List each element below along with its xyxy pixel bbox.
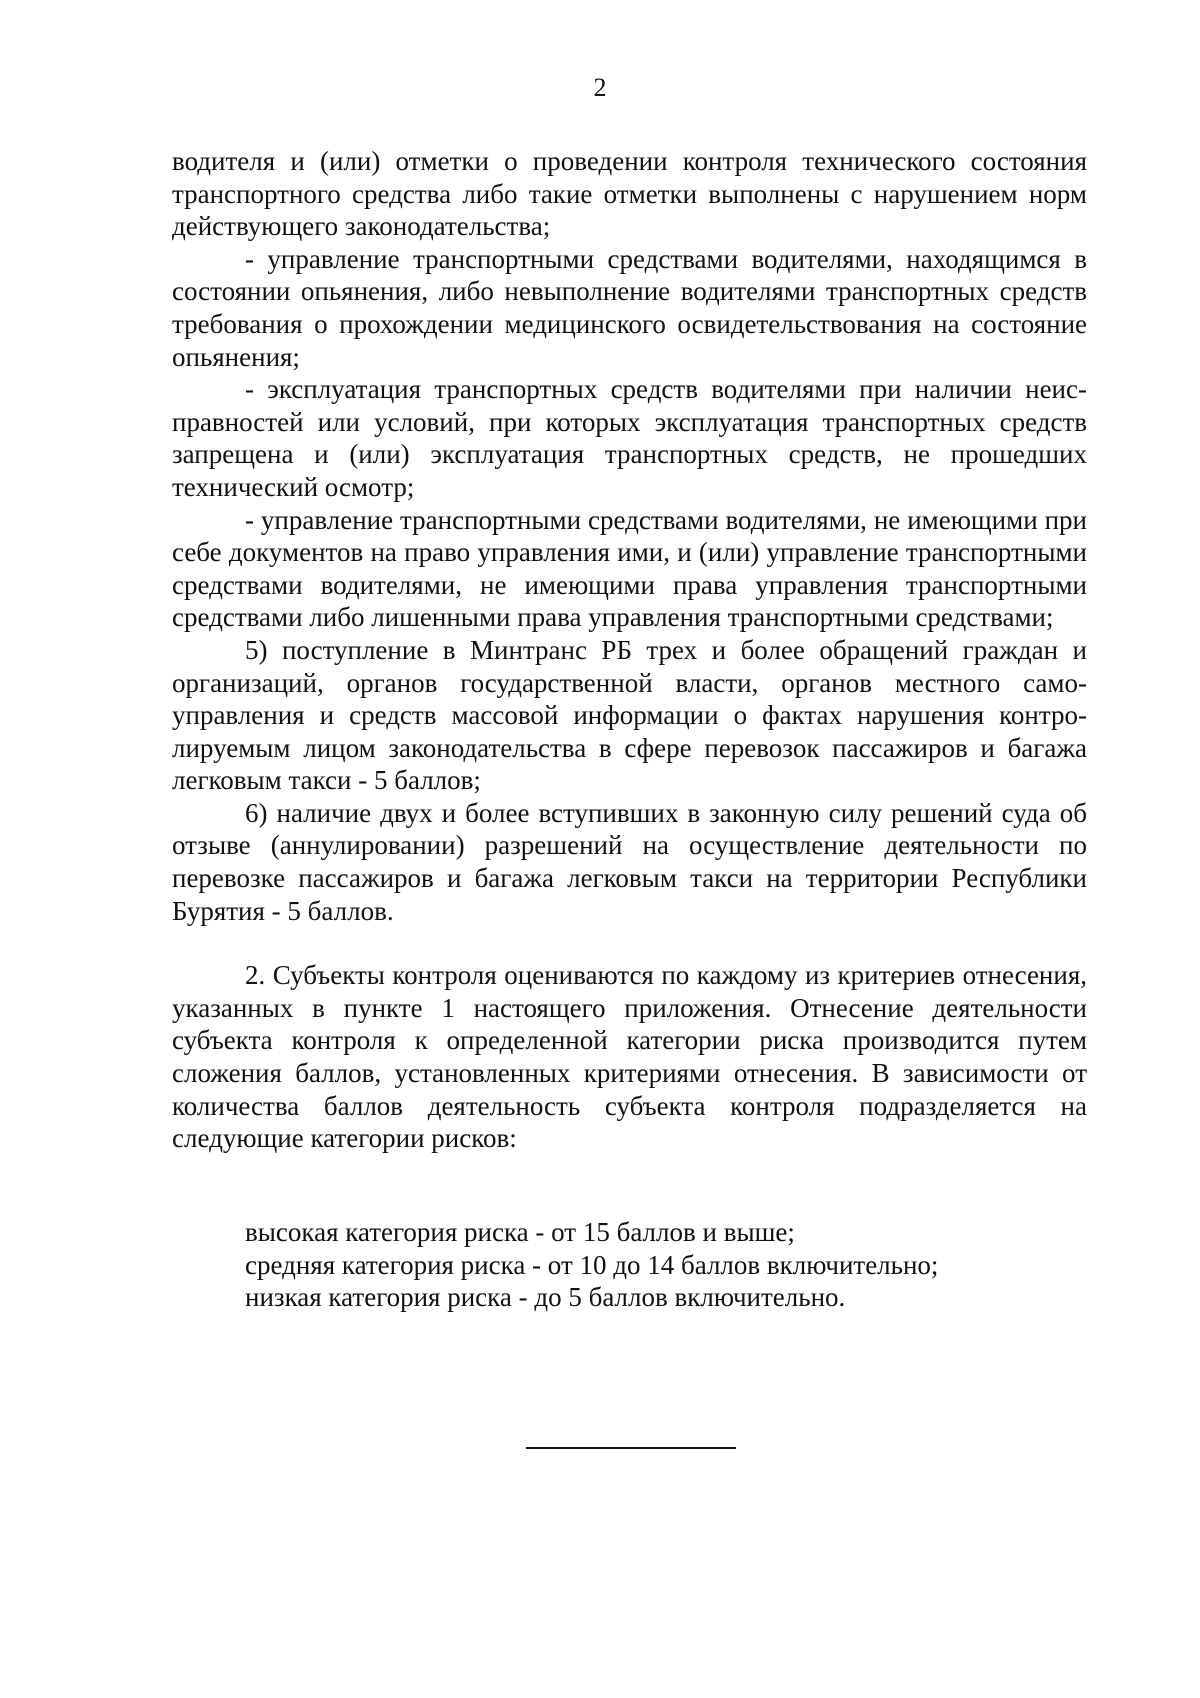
paragraph-gap xyxy=(172,927,1087,959)
paragraph-continuation: водителя и (или) отметки о проведении контроля технического состояния транспортного средства либо такие отметки выполнены с нарушением норм действующего законодательства; xyxy=(172,146,1087,242)
paragraph-no-license: - управление транспортными средствами водителями, не имеющими при себе документов на право управления ими, и (или) управление транспортными средствами водителями, не имеющими права управления транспортными средствами либо лишенными права управления транспортными средствами; xyxy=(172,504,1087,633)
paragraph-section-2: 2. Субъекты контроля оцениваются по каждому из критериев отнесения, указанных в пункте 1 настоящего приложения. Отнесение деятельности субъекта контроля к определенной категории риска производится путем сложения баллов, установленных критериями отнесения. В зависимости от количества баллов деятельность субъекта контроля подразделяется на следующие категории рисков: xyxy=(172,960,1087,1154)
end-of-document-rule xyxy=(526,1447,736,1449)
paragraph-item-5: 5) поступление в Минтранс РБ трех и более обращений граждан и организаций, органов государственной власти, органов местного самоуправления и средств массовой информации о фактах нарушения контролируемым лицом законодательства в сфере перевозок пассажиров и багажа легковым такси - 5 баллов; xyxy=(172,634,1087,796)
risk-category-list xyxy=(245,1216,1087,1314)
page-number: 2 xyxy=(593,73,607,102)
paragraph-faulty-vehicles: - эксплуатация транспортных средств водителями при наличии неисправностей или условий, при которых эксплуатация транспортных средств запрещена и (или) эксплуатация транспортных средств, не прошедших технический осмотр; xyxy=(172,374,1087,502)
risk-category-medium: средняя категория риска - от 10 до 14 баллов включительно; xyxy=(245,1249,939,1280)
document-body xyxy=(172,145,1087,1155)
risk-category-low: низкая категория риска - до 5 баллов включительно. xyxy=(245,1282,846,1313)
risk-category-high: высокая категория риска - от 15 баллов и выше; xyxy=(245,1217,795,1247)
paragraph-item-6: 6) наличие двух и более вступивших в законную силу решений суда об отзыве (аннулировании) разрешений на осуществление деятельности по перевозке пассажиров и багажа легковым такси на территории Республики Бурятия - 5 баллов. xyxy=(172,797,1087,926)
paragraph-drunk-driving: - управление транспортными средствами водителями, находящимся в состоянии опьянения, либо невыполнение водителями транспортных средств требования о прохождении медицинского освидетельствования на состояние опьянения; xyxy=(172,243,1087,372)
